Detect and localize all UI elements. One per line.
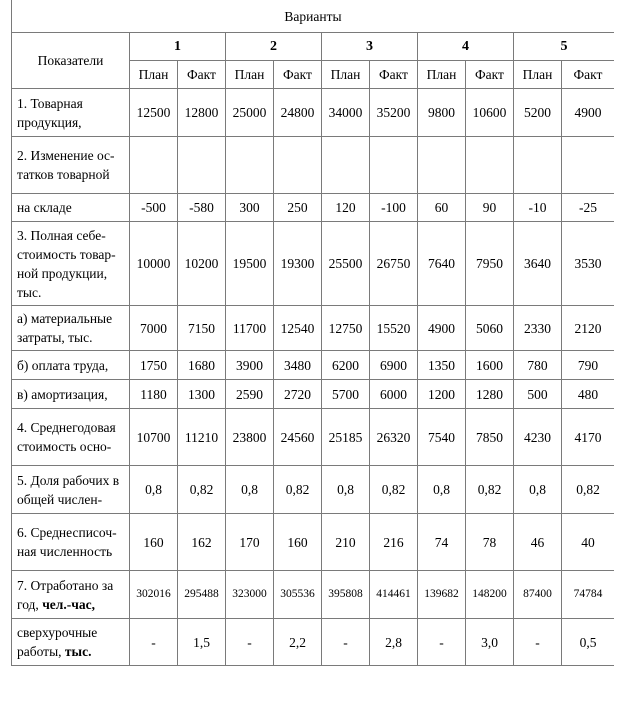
table-cell: 790 (562, 351, 615, 380)
indicators-header: Показатели (12, 33, 130, 89)
table-cell: 1750 (130, 351, 178, 380)
row-label-unit: чел.-час, (42, 596, 95, 612)
table-cell: 26750 (370, 222, 418, 306)
table-cell: 216 (370, 514, 418, 571)
table-cell: 12500 (130, 89, 178, 137)
table-cell: 7950 (466, 222, 514, 306)
row-label: в) амортизация, (12, 380, 130, 409)
table-cell: 0,8 (226, 466, 274, 514)
row-label-text: сверхурочные работы, (17, 625, 98, 659)
table-cell: 11700 (226, 306, 274, 351)
table-cell (322, 137, 370, 194)
table-cell: 2330 (514, 306, 562, 351)
table-cell: 0,8 (418, 466, 466, 514)
table-cell (562, 137, 615, 194)
row-label: 5. Доля рабочих в общей числен- (12, 466, 130, 514)
table-cell: 3,0 (466, 619, 514, 666)
table-row (12, 89, 615, 137)
table-cell: 34000 (322, 89, 370, 137)
table-cell: 4900 (418, 306, 466, 351)
table-cell: 3480 (274, 351, 322, 380)
table-cell: 9800 (418, 89, 466, 137)
table-cell: 6200 (322, 351, 370, 380)
table-cell: 1180 (130, 380, 178, 409)
table-cell: 2,2 (274, 619, 322, 666)
table-row (12, 409, 615, 466)
table-cell: 0,82 (178, 466, 226, 514)
table-cell: - (514, 619, 562, 666)
table-cell: 395808 (322, 571, 370, 619)
plan-header: План (322, 61, 370, 89)
table-cell: 500 (514, 380, 562, 409)
table-cell: - (130, 619, 178, 666)
table-cell: 78 (466, 514, 514, 571)
table-cell: 12540 (274, 306, 322, 351)
variant-1-header: 1 (130, 33, 226, 61)
variants-table (11, 0, 614, 666)
table-cell: 5200 (514, 89, 562, 137)
table-cell: 0,8 (130, 466, 178, 514)
table-cell: 2590 (226, 380, 274, 409)
table-cell: 0,82 (466, 466, 514, 514)
table-cell: 4230 (514, 409, 562, 466)
table-cell: 12800 (178, 89, 226, 137)
table-cell: 5060 (466, 306, 514, 351)
table-cell: 7850 (466, 409, 514, 466)
table-cell: 120 (322, 194, 370, 222)
row-label: б) оплата труда, (12, 351, 130, 380)
table-row (12, 571, 615, 619)
table-cell: 23800 (226, 409, 274, 466)
table-cell: 148200 (466, 571, 514, 619)
table-cell: 160 (274, 514, 322, 571)
table-cell: 10200 (178, 222, 226, 306)
table-row (12, 514, 615, 571)
variant-4-header: 4 (418, 33, 514, 61)
table-cell: 1680 (178, 351, 226, 380)
table-cell (418, 137, 466, 194)
table-cell (370, 137, 418, 194)
table-row (12, 619, 615, 666)
row-label (12, 571, 130, 619)
document-page (11, 0, 614, 704)
table-cell: 250 (274, 194, 322, 222)
table-cell: 35200 (370, 89, 418, 137)
table-cell: 210 (322, 514, 370, 571)
table-cell: 0,82 (274, 466, 322, 514)
table-cell (514, 137, 562, 194)
row-label: на складе (12, 194, 130, 222)
table-cell: 2720 (274, 380, 322, 409)
table-row (12, 194, 615, 222)
variant-2-header: 2 (226, 33, 322, 61)
fact-header: Факт (562, 61, 615, 89)
table-row (12, 466, 615, 514)
table-cell: 46 (514, 514, 562, 571)
table-cell: -25 (562, 194, 615, 222)
table-cell: 24560 (274, 409, 322, 466)
table-cell: 170 (226, 514, 274, 571)
row-label: 1. Товарная продукция, (12, 89, 130, 137)
table-cell: 24800 (274, 89, 322, 137)
table-cell: -580 (178, 194, 226, 222)
table-cell: 74 (418, 514, 466, 571)
table-cell: 10700 (130, 409, 178, 466)
variant-3-header: 3 (322, 33, 418, 61)
table-cell: 295488 (178, 571, 226, 619)
table-cell: 1350 (418, 351, 466, 380)
table-cell: 305536 (274, 571, 322, 619)
table-cell: 302016 (130, 571, 178, 619)
table-cell: 323000 (226, 571, 274, 619)
table-cell: 4900 (562, 89, 615, 137)
table-cell: 7000 (130, 306, 178, 351)
table-cell: 1600 (466, 351, 514, 380)
fact-header: Факт (178, 61, 226, 89)
variants-header: Варианты (12, 0, 615, 33)
table-cell: 3530 (562, 222, 615, 306)
row-label: 4. Среднегодовая стоимость осно- (12, 409, 130, 466)
table-row (12, 137, 615, 194)
row-label-text: 7. Отработано за год, (17, 577, 114, 612)
table-cell: 19300 (274, 222, 322, 306)
table-cell: 40 (562, 514, 615, 571)
table-cell: 26320 (370, 409, 418, 466)
table-cell: 3900 (226, 351, 274, 380)
table-cell: 25000 (226, 89, 274, 137)
table-cell: 4170 (562, 409, 615, 466)
row-label: 2. Изменение ос-татков товарной (12, 137, 130, 194)
table-row (12, 222, 615, 306)
table-cell: 10600 (466, 89, 514, 137)
table-cell: 480 (562, 380, 615, 409)
table-cell: 15520 (370, 306, 418, 351)
table-cell: - (226, 619, 274, 666)
table-cell: 6900 (370, 351, 418, 380)
table-cell: 0,8 (322, 466, 370, 514)
table-cell: -10 (514, 194, 562, 222)
table-cell: 7640 (418, 222, 466, 306)
table-cell: 1200 (418, 380, 466, 409)
table-cell: 10000 (130, 222, 178, 306)
table-cell: 0,82 (562, 466, 615, 514)
fact-header: Факт (466, 61, 514, 89)
header-row-numbers (12, 33, 615, 61)
table-cell: 5700 (322, 380, 370, 409)
fact-header: Факт (370, 61, 418, 89)
table-cell: 11210 (178, 409, 226, 466)
table-cell: 6000 (370, 380, 418, 409)
table-cell: 414461 (370, 571, 418, 619)
table-cell: -500 (130, 194, 178, 222)
table-cell: 90 (466, 194, 514, 222)
table-cell: 19500 (226, 222, 274, 306)
fact-header: Факт (274, 61, 322, 89)
table-row (12, 351, 615, 380)
table-cell: 0,8 (514, 466, 562, 514)
table-cell: 3640 (514, 222, 562, 306)
table-cell (178, 137, 226, 194)
table-cell: -100 (370, 194, 418, 222)
table-cell: 2120 (562, 306, 615, 351)
row-label: а) материальные затраты, тыс. (12, 306, 130, 351)
plan-header: План (418, 61, 466, 89)
variant-5-header: 5 (514, 33, 615, 61)
table-cell: 160 (130, 514, 178, 571)
row-label (12, 619, 130, 666)
table-cell: 0,5 (562, 619, 615, 666)
table-cell (466, 137, 514, 194)
table-cell: 1,5 (178, 619, 226, 666)
table-cell: 1280 (466, 380, 514, 409)
row-label: 6. Среднесписоч-ная численность (12, 514, 130, 571)
table-cell: 162 (178, 514, 226, 571)
table-row (12, 380, 615, 409)
table-cell: 1300 (178, 380, 226, 409)
table-cell: 25500 (322, 222, 370, 306)
table-cell: 74784 (562, 571, 615, 619)
table-body (12, 89, 615, 666)
table-cell (226, 137, 274, 194)
table-cell: 7150 (178, 306, 226, 351)
plan-header: План (514, 61, 562, 89)
table-cell: - (418, 619, 466, 666)
table-cell: 2,8 (370, 619, 418, 666)
table-row (12, 306, 615, 351)
row-label: 3. Полная себе-стоимость товар-ной продукции, тыс. (12, 222, 130, 306)
plan-header: План (130, 61, 178, 89)
table-cell (274, 137, 322, 194)
table-cell: 780 (514, 351, 562, 380)
table-cell: 60 (418, 194, 466, 222)
table-cell: 300 (226, 194, 274, 222)
table-cell: 139682 (418, 571, 466, 619)
table-cell: - (322, 619, 370, 666)
table-cell: 12750 (322, 306, 370, 351)
table-cell: 7540 (418, 409, 466, 466)
table-cell: 0,82 (370, 466, 418, 514)
plan-header: План (226, 61, 274, 89)
header-row-variants (12, 0, 615, 33)
table-cell: 25185 (322, 409, 370, 466)
table-cell: 87400 (514, 571, 562, 619)
row-label-unit: тыс. (64, 644, 92, 659)
table-cell (130, 137, 178, 194)
